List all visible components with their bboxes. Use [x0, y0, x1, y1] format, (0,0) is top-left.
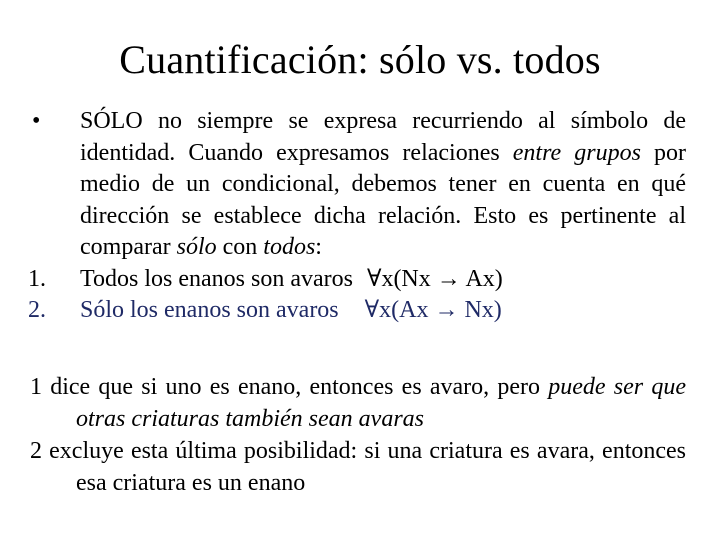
bullet-text-part4: :	[315, 234, 322, 260]
explanation-paragraph-2	[30, 436, 686, 499]
explanation-paragraph-1	[30, 372, 686, 435]
bullet-list	[28, 106, 686, 327]
numbered-item-2	[28, 295, 686, 327]
bullet-text-em-entre-grupos: entre grupos	[512, 139, 641, 166]
bullet-text-em-solo: sólo	[176, 234, 217, 260]
explanation-block	[30, 372, 686, 499]
bullet-text-em-todos: todos	[263, 234, 316, 260]
explanation-1-plain: 1 dice que si uno es enano, entonces es avaro, pero	[30, 374, 549, 400]
item-number: 1.	[28, 265, 46, 292]
item-formula: ∀x(Ax → Nx)	[364, 297, 502, 323]
bullet-text-part1: SÓLO no siempre se expresa recurriendo al símbolo de identidad. Cuando expresamos relaciones	[80, 108, 686, 166]
item-number: 2.	[28, 297, 46, 323]
item-sentence: Sólo los enanos son avaros	[80, 297, 339, 323]
bullet-item	[28, 106, 686, 264]
bullet-text-part3: con	[216, 234, 264, 260]
explanation-1-italic: puede ser que otras criaturas también sean avaras	[76, 374, 686, 432]
item-sentence: Todos los enanos son avaros	[80, 265, 353, 292]
explanation-2-plain: 2 excluye esta última posibilidad: si una criatura es avara, entonces esa criatura es un enano	[30, 438, 686, 496]
item-formula: ∀x(Nx → Ax)	[366, 265, 503, 292]
item-content	[80, 264, 686, 296]
numbered-item-1	[28, 264, 686, 296]
bullet-text	[80, 106, 686, 264]
item-content	[80, 295, 686, 327]
slide-title: Cuantificación: sólo vs. todos	[119, 37, 601, 82]
bullet-text-part2: por medio de un condicional, debemos tener en cuenta en qué dirección se establece dicha relación. Esto es pertinente al comparar	[80, 139, 687, 260]
bullet-marker: •	[32, 108, 41, 134]
